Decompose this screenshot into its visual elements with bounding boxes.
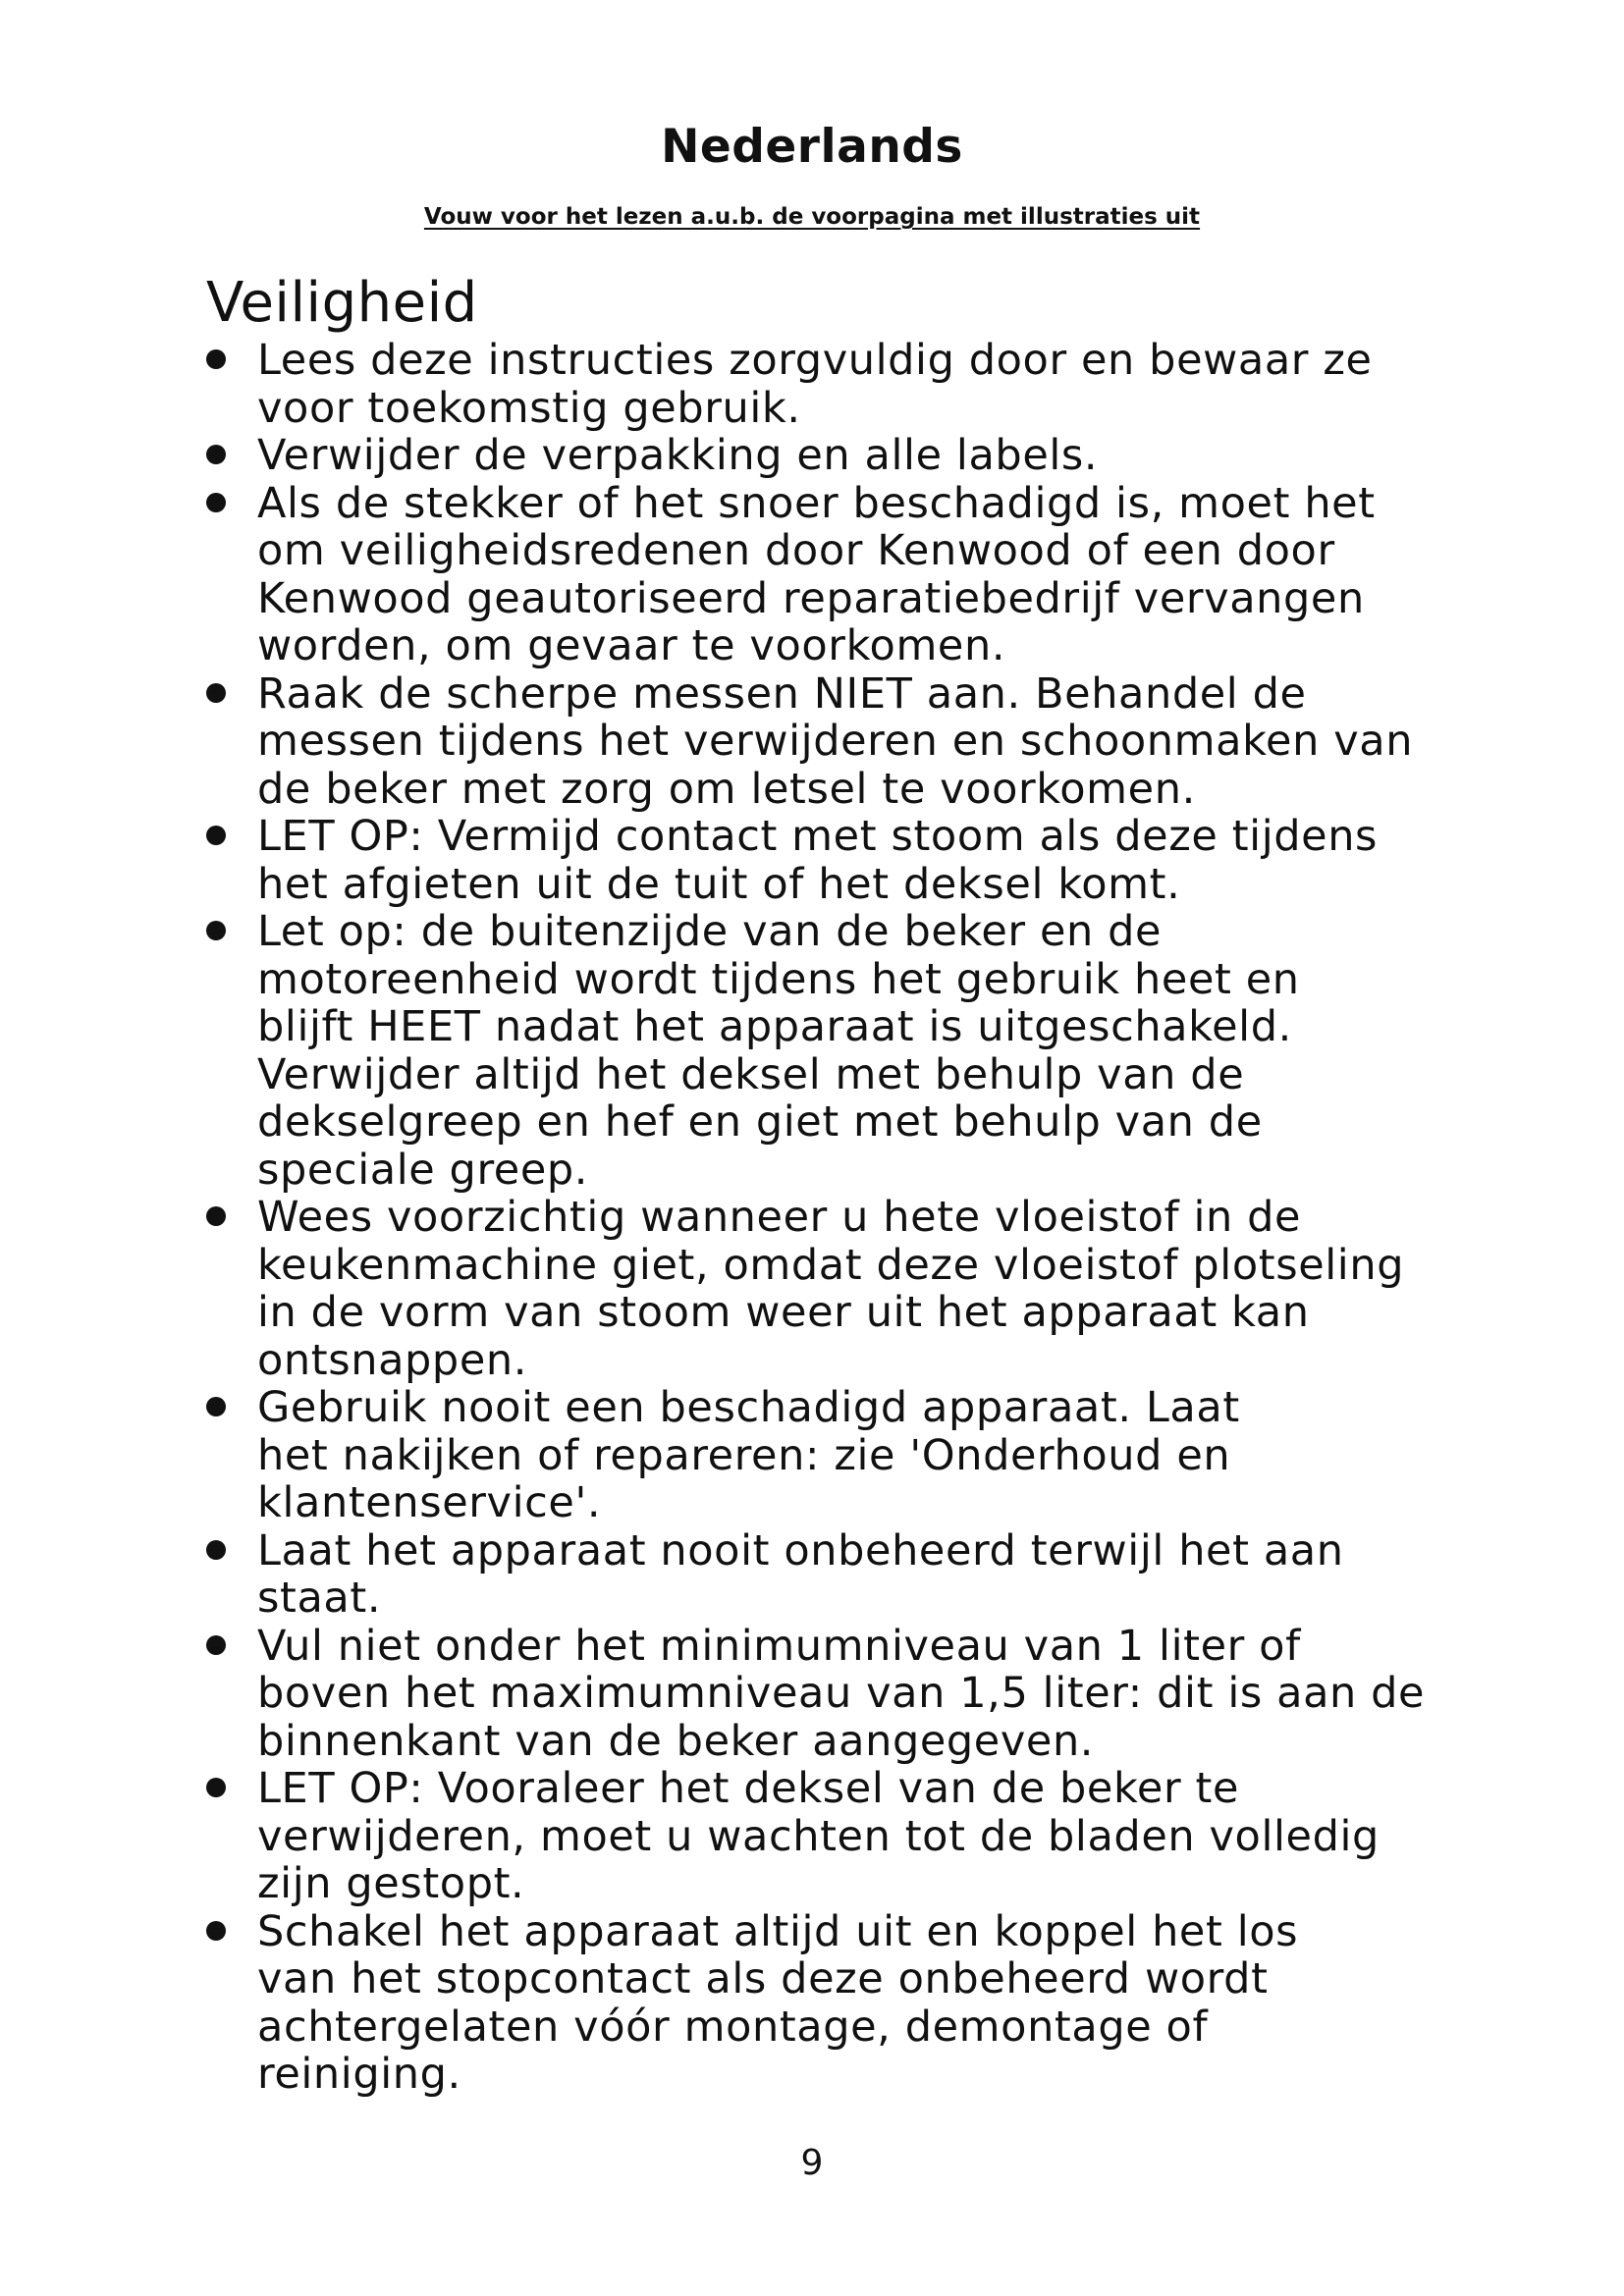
safety-bullet-text: LET OP: Vooraleer het deksel van de beker te verwijderen, moet u wachten tot de bladen volledig zijn gestopt. <box>257 1764 1380 1908</box>
bullet-dot-icon <box>206 921 226 940</box>
safety-bullet-item <box>206 1765 1502 1908</box>
safety-bullet-item <box>206 480 1502 670</box>
safety-bullet-text: Let op: de buitenzijde van de beker en de motoreenheid wordt tijdens het gebruik heet en blijft HEET nadat het apparaat is uitgeschakeld. Verwijder altijd het deksel met behulp van de dekselgreep en hef en giet met behulp van de speciale greep. <box>257 907 1300 1195</box>
safety-bullet-text: Laat het apparaat nooit onbeheerd terwijl het aan staat. <box>257 1525 1344 1623</box>
language-heading: Nederlands <box>661 120 963 174</box>
bullet-dot-icon <box>206 1635 226 1655</box>
bullet-dot-icon <box>206 826 226 845</box>
safety-bullet-item <box>206 1623 1502 1766</box>
safety-bullet-item <box>206 670 1502 814</box>
safety-bullet-list <box>206 337 1502 2099</box>
bullet-dot-icon <box>206 493 226 512</box>
safety-bullet-text: Vul niet onder het minimumniveau van 1 liter of boven het maximumniveau van 1,5 liter: dit is aan de binnenkant van de beker aangegeven. <box>257 1621 1426 1766</box>
safety-bullet-item <box>206 337 1502 432</box>
bullet-dot-icon <box>206 1397 226 1416</box>
safety-bullet-item <box>206 432 1502 480</box>
safety-bullet-item <box>206 813 1502 908</box>
safety-bullet-text: Schakel het apparaat altijd uit en koppel het los van het stopcontact als deze onbeheerd wordt achtergelaten vóór montage, demontage of reiniging. <box>257 1906 1299 2099</box>
safety-bullet-text: Gebruik nooit een beschadigd apparaat. Laat het nakijken of repareren: zie 'Onderhoud en klantenservice'. <box>257 1383 1240 1527</box>
bullet-dot-icon <box>206 1921 226 1941</box>
bullet-dot-icon <box>206 1778 226 1797</box>
bullet-dot-icon <box>206 445 226 464</box>
page-number: 9 <box>800 2143 824 2183</box>
section-title-safety: Veiligheid <box>206 271 478 335</box>
safety-bullet-text: Lees deze instructies zorgvuldig door en bewaar ze voor toekomstig gebruik. <box>257 336 1373 433</box>
bullet-dot-icon <box>206 683 226 703</box>
safety-bullet-text: Als de stekker of het snoer beschadigd is, moet het om veiligheidsredenen door Kenwood of een door Kenwood geautoriseerd reparatiebedrijf vervangen worden, om gevaar te voorkomen. <box>257 478 1376 670</box>
safety-bullet-item <box>206 1527 1502 1623</box>
safety-bullet-item <box>206 1908 1502 2099</box>
safety-bullet-text: LET OP: Vermijd contact met stoom als deze tijdens het afgieten uit de tuit of het deksel komt. <box>257 812 1379 909</box>
fold-out-instruction: Vouw voor het lezen a.u.b. de voorpagina met illustraties uit <box>423 204 1201 230</box>
safety-bullet-text: Raak de scherpe messen NIET aan. Behandel de messen tijdens het verwijderen en schoonmaken van de beker met zorg om letsel te voorkomen. <box>257 668 1414 814</box>
safety-bullet-item <box>206 1384 1502 1527</box>
safety-bullet-text: Verwijder de verpakking en alle labels. <box>257 431 1099 480</box>
bullet-dot-icon <box>206 1540 226 1560</box>
safety-bullet-text: Wees voorzichtig wanneer u hete vloeistof in de keukenmachine giet, omdat deze vloeistof plotseling in de vorm van stoom weer uit het apparaat kan ontsnappen. <box>257 1193 1405 1385</box>
bullet-dot-icon <box>206 1206 226 1226</box>
safety-bullet-item <box>206 908 1502 1194</box>
bullet-dot-icon <box>206 349 226 369</box>
safety-bullet-item <box>206 1194 1502 1384</box>
